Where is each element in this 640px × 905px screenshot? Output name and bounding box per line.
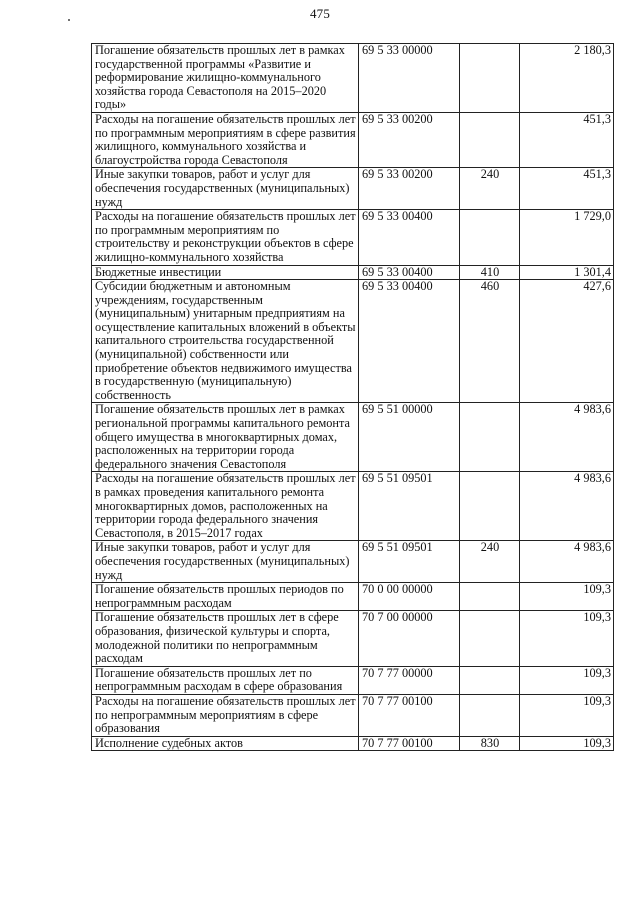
amount-cell: 427,6 [520,280,614,403]
table-row [92,666,614,694]
expense-type-cell: 240 [460,541,520,583]
expense-type-cell [460,44,520,113]
target-code-cell: 70 7 77 00000 [359,666,460,694]
amount-cell: 109,3 [520,583,614,611]
expense-name-cell: Погашение обязательств прошлых лет в рамках государственной программы «Развитие и реформирование жилищно-коммунального хозяйства города Севастополя на 2015–2020 годы» [92,44,359,113]
expense-name-cell: Иные закупки товаров, работ и услуг для обеспечения государственных (муниципальных) нужд [92,541,359,583]
expense-name-cell: Погашение обязательств прошлых лет по непрограммным расходам в сфере образования [92,666,359,694]
table-row [92,541,614,583]
expense-type-cell [460,666,520,694]
expense-type-cell [460,210,520,265]
budget-table [91,43,614,751]
target-code-cell: 70 0 00 00000 [359,583,460,611]
table-row [92,280,614,403]
expense-name-cell: Расходы на погашение обязательств прошлых лет по непрограммным мероприятиям в сфере образования [92,694,359,736]
target-code-cell: 69 5 51 09501 [359,472,460,541]
amount-cell: 1 729,0 [520,210,614,265]
target-code-cell: 70 7 77 00100 [359,736,460,751]
amount-cell: 451,3 [520,168,614,210]
target-code-cell: 69 5 51 00000 [359,403,460,472]
expense-type-cell: 460 [460,280,520,403]
expense-name-cell: Расходы на погашение обязательств прошлых лет по программным мероприятиям по строительству и реконструкции объектов в сфере жилищно-коммунального хозяйства [92,210,359,265]
expense-type-cell [460,694,520,736]
table-row [92,472,614,541]
target-code-cell: 69 5 33 00400 [359,210,460,265]
scan-speck [68,19,70,21]
target-code-cell: 69 5 51 09501 [359,541,460,583]
table-row [92,210,614,265]
page-number: 475 [309,6,331,21]
amount-cell: 109,3 [520,666,614,694]
table-row [92,265,614,280]
amount-cell: 4 983,6 [520,541,614,583]
expense-name-cell: Исполнение судебных актов [92,736,359,751]
table-row [92,583,614,611]
amount-cell: 109,3 [520,736,614,751]
amount-cell: 109,3 [520,611,614,666]
expense-type-cell [460,583,520,611]
target-code-cell: 69 5 33 00200 [359,112,460,167]
expense-name-cell: Расходы на погашение обязательств прошлых лет по программным мероприятиям в сфере развития жилищного, коммунального хозяйства и благоустройства города Севастополя [92,112,359,167]
expense-name-cell: Расходы на погашение обязательств прошлых лет в рамках проведения капитального ремонта многоквартирных домов, расположенных на территории города федерального значения Севастополя, в 2015–2017 годах [92,472,359,541]
target-code-cell: 69 5 33 00400 [359,280,460,403]
amount-cell: 2 180,3 [520,44,614,113]
amount-cell: 4 983,6 [520,403,614,472]
expense-type-cell [460,472,520,541]
expense-type-cell [460,112,520,167]
amount-cell: 451,3 [520,112,614,167]
expense-name-cell: Бюджетные инвестиции [92,265,359,280]
target-code-cell: 70 7 00 00000 [359,611,460,666]
table-row [92,168,614,210]
target-code-cell: 69 5 33 00400 [359,265,460,280]
amount-cell: 109,3 [520,694,614,736]
expense-type-cell [460,611,520,666]
table-row [92,694,614,736]
expense-name-cell: Погашение обязательств прошлых лет в рамках региональной программы капитального ремонта общего имущества в многоквартирных домах, расположенных на территории города федерального значения Севастополя [92,403,359,472]
expense-name-cell: Субсидии бюджетным и автономным учреждениям, государственным (муниципальным) унитарным предприятиям на осуществление капитальных вложений в объекты капитального строительства государственной (муниципальной) собственности или приобретение объектов недвижимого имущества в государственную (муниципальную) собственность [92,280,359,403]
expense-name-cell: Погашение обязательств прошлых лет в сфере образования, физической культуры и спорта, молодежной политики по непрограммным расходам [92,611,359,666]
target-code-cell: 69 5 33 00000 [359,44,460,113]
amount-cell: 1 301,4 [520,265,614,280]
expense-type-cell: 240 [460,168,520,210]
expense-name-cell: Иные закупки товаров, работ и услуг для обеспечения государственных (муниципальных) нужд [92,168,359,210]
expense-type-cell [460,403,520,472]
expense-type-cell: 410 [460,265,520,280]
table-row [92,403,614,472]
expense-type-cell: 830 [460,736,520,751]
table-row [92,611,614,666]
target-code-cell: 69 5 33 00200 [359,168,460,210]
amount-cell: 4 983,6 [520,472,614,541]
table-row [92,112,614,167]
expense-name-cell: Погашение обязательств прошлых периодов по непрограммным расходам [92,583,359,611]
target-code-cell: 70 7 77 00100 [359,694,460,736]
table-row [92,736,614,751]
table-row [92,44,614,113]
